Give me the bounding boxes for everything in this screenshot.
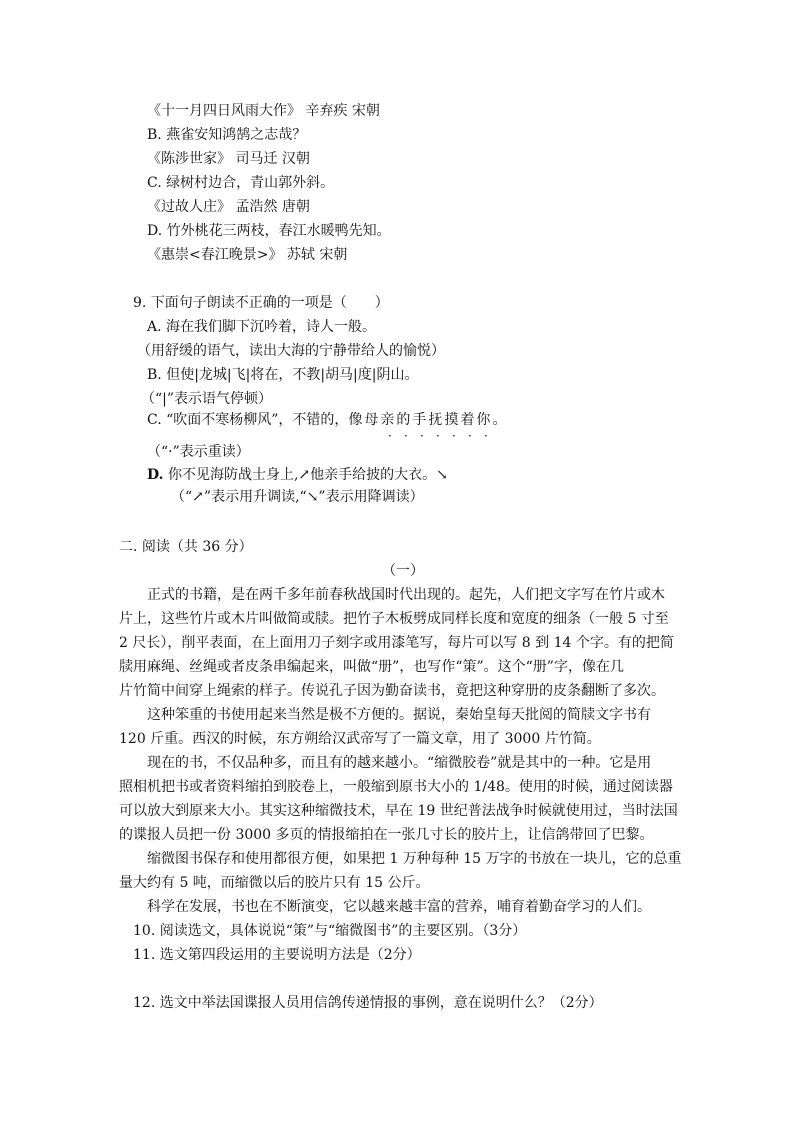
q9-d-text1: 你不见海防战士身上, [163,467,299,483]
question-10: 10. 阅读选文，具体说说“策”与“缩微图书”的主要区别。（3分） [133,923,527,939]
q9-option-c [147,410,506,430]
rising-tone-arrow-icon: ↗ [298,467,311,483]
passage-line: 现在的书，不仅品种多，而且有的越来越小。“缩微胶卷”就是其中的一种。它是用 [147,755,652,771]
q8-option-b: B. 燕雀安知鸿鹄之志哉？ [147,127,307,143]
q9-d-letter: D. [147,467,164,483]
q8-a-source: 《十一月四日风雨大作》 辛弃疾 宋朝 [147,103,380,119]
stress-dot: · [468,429,472,443]
q9-option-a: A. 海在我们脚下沉吟着，诗人一般。 [147,319,377,335]
falling-tone-arrow-icon: ↘ [306,489,319,505]
stress-dot: · [452,429,456,443]
q9-d-note [171,487,424,507]
passage-line: 这种笨重的书使用起来当然是极不方便的。据说，秦始皇每天批阅的简牍文字书有 [147,707,651,723]
passage-line: 可以放大到原来大小。其实这种缩微技术，早在 19 世纪普法战争时候就使用过，当时法国 [119,803,678,819]
passage-line: 量大约有 5 吨，而缩微以后的胶片只有 15 公斤。 [119,875,430,891]
q9-c-suffix: 。 [492,412,507,428]
question-12: 12. 选文中举法国谍报人员用信鸽传递情报的事例，意在说明什么？（2分） [133,995,603,1011]
passage-line: 2 尺长），削平表面，在上面用刀子刻字或用漆笔写，每片可以写 8 到 14 个字。有的把简 [119,635,674,651]
passage-line: 片竹简中间穿上绳索的样子。传说孔子因为勤奋读书，竟把这种穿册的皮条翻断了多次。 [119,683,665,699]
stress-dot: · [420,429,424,443]
q8-b-source: 《陈涉世家》 司马迁 汉朝 [147,151,310,167]
passage-line: 片上，这些竹片或木片叫做简或牍。把竹子木板劈成同样长度和宽度的细条（一般 5 寸至 [119,611,669,627]
q9-b-note: （“|”表示语气停顿） [141,391,273,407]
stress-dot: · [404,429,408,443]
passage-line: 的谍报人员把一份 3000 多页的情报缩拍在一张几寸长的胶片上，让信鸽带回了巴黎。 [119,827,654,843]
q8-d-source: 《惠崇<春江晚景>》 苏轼 宋朝 [147,247,348,263]
rising-tone-arrow-icon: ↗ [192,489,204,505]
section-title: 二. 阅读（共 36 分） [119,539,253,555]
passage-number: （一） [382,563,424,579]
passage-line: 牍用麻绳、丝绳或者皮条串编起来，叫做“册”，也写作“策”。这个“册”字，像在几 [119,659,624,675]
stress-dot: · [484,429,488,443]
q9-c-prefix: C. “吹面不寒杨柳风”，不错的， [147,412,349,428]
passage-line: 正式的书籍，是在两千多年前春秋战国时代出现的。起先，人们把文字写在竹片或木 [147,587,665,603]
q9-a-note: （用舒缓的语气，读出大海的宁静带给人的愉悦） [137,343,445,359]
stress-dot: · [388,429,392,443]
passage-line: 120 斤重。西汉的时候，东方朔给汉武帝写了一篇文章，用了 3000 片竹简。 [119,731,601,747]
q9-d-note-open: （“ [171,489,193,505]
stress-dot: · [436,429,440,443]
passage-line: 科学在发展，书也在不断演变，它以越来越丰富的营养，哺育着勤奋学习的人们。 [147,899,651,915]
q9-option-b: B. 但使|龙城|飞|将在，不教|胡马|度|阴山。 [147,367,419,383]
q8-option-c: C. 绿树村边合，青山郭外斜。 [147,175,335,191]
q9-d-note-mid: ”表示用升调读,“ [203,489,307,505]
question-11: 11. 选文第四段运用的主要说明方法是（2分） [133,947,421,963]
falling-tone-arrow-icon: ↘ [436,467,448,483]
passage-line: 缩微图书保存和使用都很方便，如果把 1 万种每种 15 万字的书放在一块儿，它的总重 [147,851,682,867]
q9-option-d [147,465,448,485]
q9-c-emphasis: 像母亲的手抚摸着你 [348,412,493,428]
q9-d-note-close: ”表示用降调读） [318,489,424,505]
q8-option-d: D. 竹外桃花三两枝，春江水暖鸭先知。 [147,223,391,239]
q9-stem: 9. 下面句子朗读不正确的一项是（ ） [133,295,389,311]
q9-d-text2: 他亲手给披的大衣。 [310,467,437,483]
q8-c-source: 《过故人庄》 孟浩然 唐朝 [147,199,310,215]
passage-line: 照相机把书或者资料缩拍到胶卷上，一般缩到原书大小的 1/48。使用的时候，通过阅读器 [119,779,673,795]
q9-c-note: （“·”表示重读） [147,444,250,460]
